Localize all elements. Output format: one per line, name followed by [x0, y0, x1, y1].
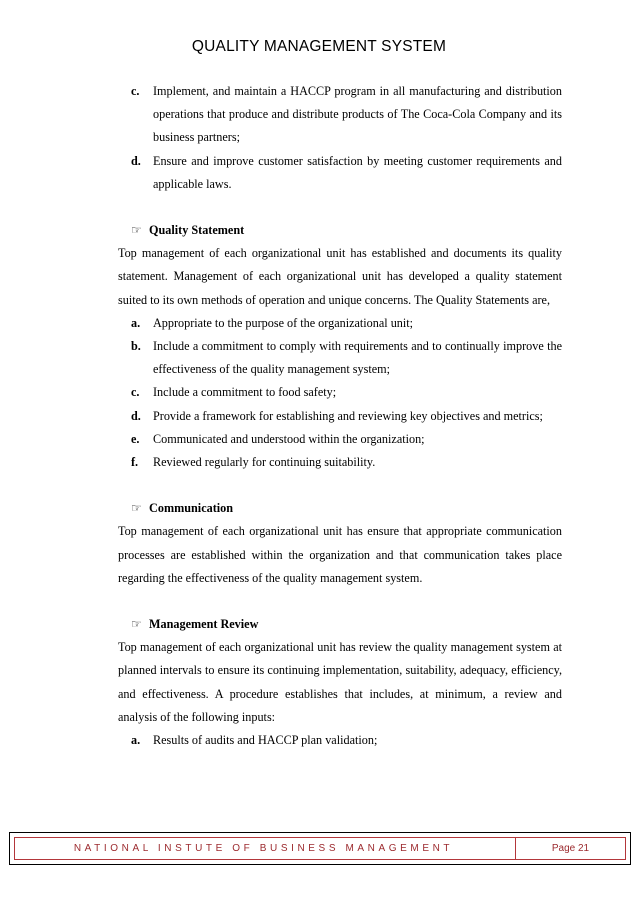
list-text: Appropriate to the purpose of the organizational unit;	[153, 315, 414, 330]
list-marker: e.	[131, 431, 140, 446]
document-body	[118, 80, 562, 752]
list-text: Implement, and maintain a HACCP program in all manufacturing and distribution operations that produce and distribute products of The Coca-Cola Company and its business partners;	[153, 84, 562, 145]
footer-frame	[14, 837, 626, 860]
page-footer	[9, 832, 631, 865]
list-item	[118, 405, 562, 428]
hand-pointing-icon: ☞	[131, 223, 142, 238]
list-text: Include a commitment to comply with requirements and to continually improve the effectiveness of the quality management system;	[153, 339, 562, 377]
list-item	[118, 428, 562, 451]
list-text: Provide a framework for establishing and reviewing key objectives and metrics;	[153, 408, 543, 423]
hand-pointing-icon: ☞	[131, 617, 142, 632]
list-marker: d.	[131, 408, 141, 423]
list-text: Ensure and improve customer satisfaction by meeting customer requirements and applicable laws.	[153, 153, 562, 191]
hand-pointing-icon: ☞	[131, 501, 142, 516]
list-item	[118, 80, 562, 150]
list-item	[118, 335, 562, 381]
list-text: Reviewed regularly for continuing suitability.	[153, 455, 376, 470]
list-text: Results of audits and HACCP plan validation;	[153, 733, 378, 748]
list-marker: f.	[131, 455, 139, 470]
list-marker: c.	[131, 385, 140, 400]
heading-text: Management Review	[149, 617, 259, 632]
footer-page-number: Page 21	[551, 843, 590, 854]
section-heading-management-review	[118, 613, 562, 636]
list-marker: a.	[131, 315, 141, 330]
section-heading-communication	[118, 497, 562, 520]
list-marker: d.	[131, 153, 141, 168]
list-text: Communicated and understood within the organization;	[153, 431, 425, 446]
list-item	[118, 381, 562, 404]
list-item	[118, 451, 562, 474]
heading-text: Quality Statement	[149, 223, 245, 238]
list-item	[118, 150, 562, 196]
list-item	[118, 729, 562, 752]
footer-institute-name: NATIONAL INSTUTE OF BUSINESS MANAGEMENT	[73, 843, 454, 854]
list-text: Include a commitment to food safety;	[153, 385, 337, 400]
management-review-paragraph: Top management of each organizational unit has review the quality management system at planned intervals to ensure its continuing implementation, suitability, adequacy, efficiency, and effectiveness. A procedure establishes that includes, at minimum, a review and analysis of the following inputs:	[118, 640, 562, 724]
list-marker: a.	[131, 733, 141, 748]
page-header-title: QUALITY MANAGEMENT SYSTEM	[191, 38, 447, 55]
quality-statement-paragraph: Top management of each organizational unit has established and documents its quality statement. Management of each organizational unit has developed a quality statement suited to its own methods of operation and unique concerns. The Quality Statements are,	[118, 246, 562, 307]
list-marker: b.	[131, 339, 141, 354]
list-item	[118, 312, 562, 335]
list-marker: c.	[131, 84, 140, 98]
section-heading-quality-statement	[118, 219, 562, 242]
communication-paragraph: Top management of each organizational unit has ensure that appropriate communication processes are established within the organization and that communication takes place regarding the effectiveness of the quality management system.	[118, 524, 562, 585]
heading-text: Communication	[149, 501, 234, 516]
